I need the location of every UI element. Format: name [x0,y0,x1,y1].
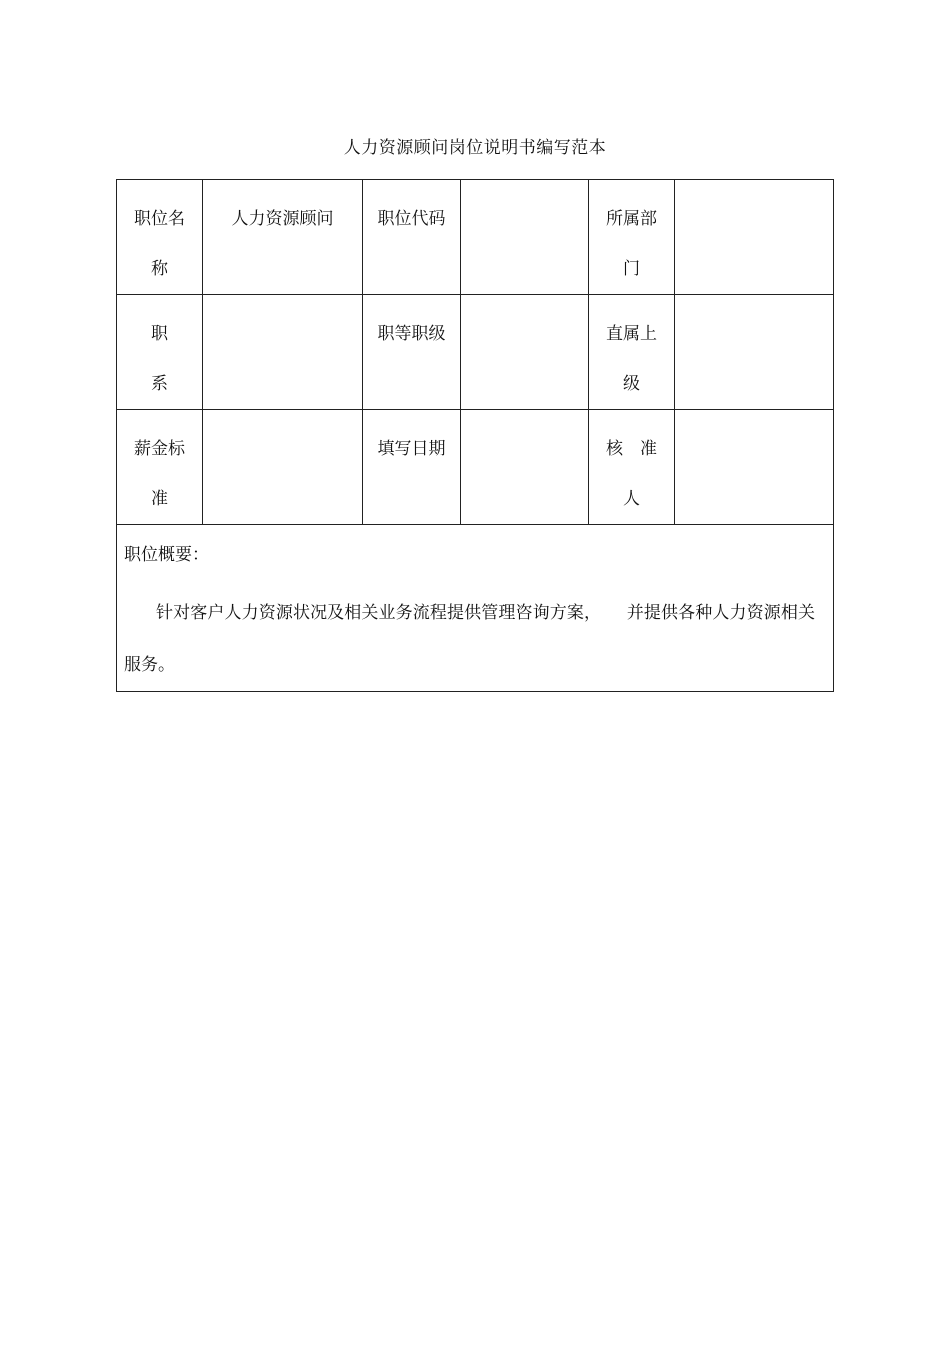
value-text [675,295,833,309]
value-text [203,295,362,309]
job-description-table [116,179,834,692]
value-cell-supervisor[interactable] [675,295,834,410]
label-text: 级 [623,374,640,394]
label-text: 核 准 [606,439,657,459]
summary-cell [117,525,834,692]
label-text: 称 [151,259,168,279]
summary-row [117,525,834,692]
value-text [675,180,833,194]
label-text: 职位名 [134,209,185,229]
value-cell-job-family[interactable] [203,295,363,410]
label-cell-position-code [363,180,461,295]
value-cell-position-code[interactable] [461,180,589,295]
value-text [675,410,833,424]
label-text: 所属部 [606,209,657,229]
label-cell-department [589,180,675,295]
value-text: 人力资源顾问 [231,209,334,229]
summary-text: 针对客户人力资源状况及相关业务流程提供管理咨询方案， 并提供各种人力资源相关服务。 [124,603,815,675]
value-cell-approver[interactable] [675,410,834,525]
value-cell-position-name[interactable] [203,180,363,295]
label-cell-approver [589,410,675,525]
label-text: 职 [151,324,168,344]
label-cell-grade [363,295,461,410]
label-text: 职位代码 [377,209,446,229]
value-text [461,295,588,309]
label-text: 薪金标 [134,439,185,459]
value-cell-salary[interactable] [203,410,363,525]
label-text: 门 [623,259,640,279]
table-row [117,180,834,295]
value-cell-department[interactable] [675,180,834,295]
value-text [203,410,362,424]
label-text: 职等职级 [377,324,446,344]
document-title: 人力资源顾问岗位说明书编写范本 [343,138,607,158]
label-text: 填写日期 [377,439,446,459]
table-row [117,410,834,525]
label-text: 直属上 [606,324,657,344]
value-cell-grade[interactable] [461,295,589,410]
label-cell-fill-date [363,410,461,525]
label-cell-salary [117,410,203,525]
label-text: 系 [151,374,168,394]
label-cell-job-family [117,295,203,410]
label-cell-position-name [117,180,203,295]
value-text [461,410,588,424]
label-text: 准 [151,489,168,509]
label-cell-supervisor [589,295,675,410]
summary-label: 职位概要： [124,545,209,565]
value-cell-fill-date[interactable] [461,410,589,525]
label-text: 人 [623,489,640,509]
table-row [117,295,834,410]
value-text [461,180,588,194]
